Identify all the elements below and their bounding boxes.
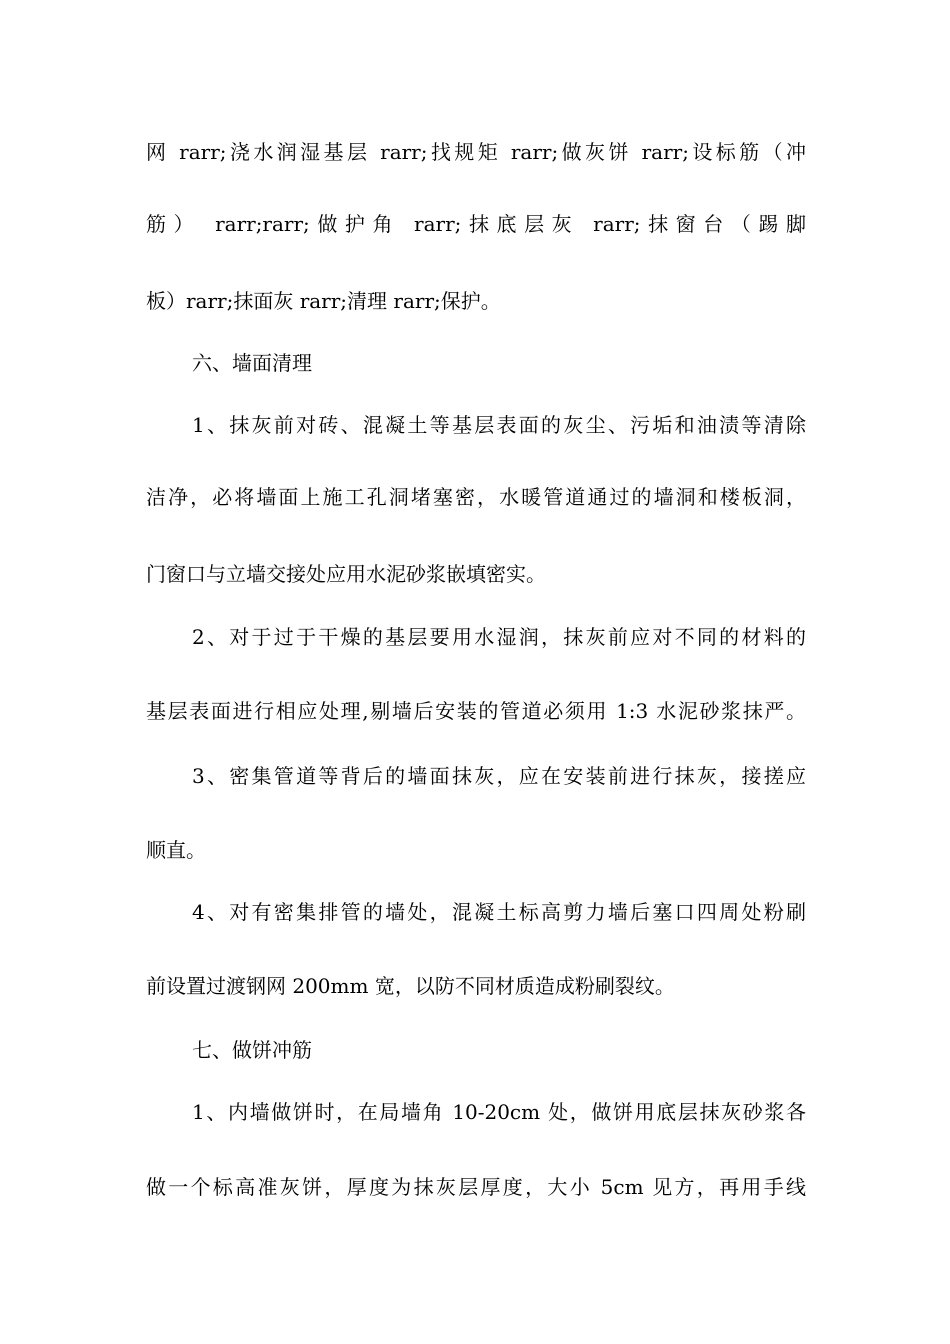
body-text-line: 网 rarr;浇水润湿基层 rarr;找规矩 rarr;做灰饼 rarr;设标筋（冲 xyxy=(146,140,806,164)
body-text-line: 门窗口与立墙交接处应用水泥砂浆嵌填密实。 xyxy=(146,562,546,586)
section-heading: 六、墙面清理 xyxy=(192,351,312,375)
body-text-line: 筋） rarr;rarr;做护角 rarr;抹底层灰 rarr;抹窗台（踢脚 xyxy=(146,212,806,236)
paragraph-start-line: 2、对于过于干燥的基层要用水湿润，抹灰前应对不同的材料的 xyxy=(192,625,806,649)
body-text-line: 顺直。 xyxy=(146,838,206,862)
paragraph-start-line: 1、内墙做饼时，在局墙角 10-20cm 处，做饼用底层抹灰砂浆各 xyxy=(192,1100,806,1124)
paragraph-start-line: 1、抹灰前对砖、混凝土等基层表面的灰尘、污垢和油渍等清除 xyxy=(192,413,806,437)
body-text-line: 洁净，必将墙面上施工孔洞堵塞密，水暖管道通过的墙洞和楼板洞， xyxy=(146,485,806,509)
body-text-line: 基层表面进行相应处理,剔墙后安装的管道必须用 1:3 水泥砂浆抹严。 xyxy=(146,699,806,723)
section-heading: 七、做饼冲筋 xyxy=(192,1038,312,1062)
body-text-line: 前设置过渡钢网 200mm 宽，以防不同材质造成粉刷裂纹。 xyxy=(146,974,675,998)
paragraph-start-line: 3、密集管道等背后的墙面抹灰，应在安装前进行抹灰，接搓应 xyxy=(192,764,806,788)
body-text-line: 做一个标高准灰饼，厚度为抹灰层厚度，大小 5cm 见方，再用手线 xyxy=(146,1175,806,1199)
paragraph-start-line: 4、对有密集排管的墙处，混凝土标高剪力墙后塞口四周处粉刷 xyxy=(192,900,806,924)
body-text-line: 板）rarr;抹面灰 rarr;清理 rarr;保护。 xyxy=(146,289,501,313)
